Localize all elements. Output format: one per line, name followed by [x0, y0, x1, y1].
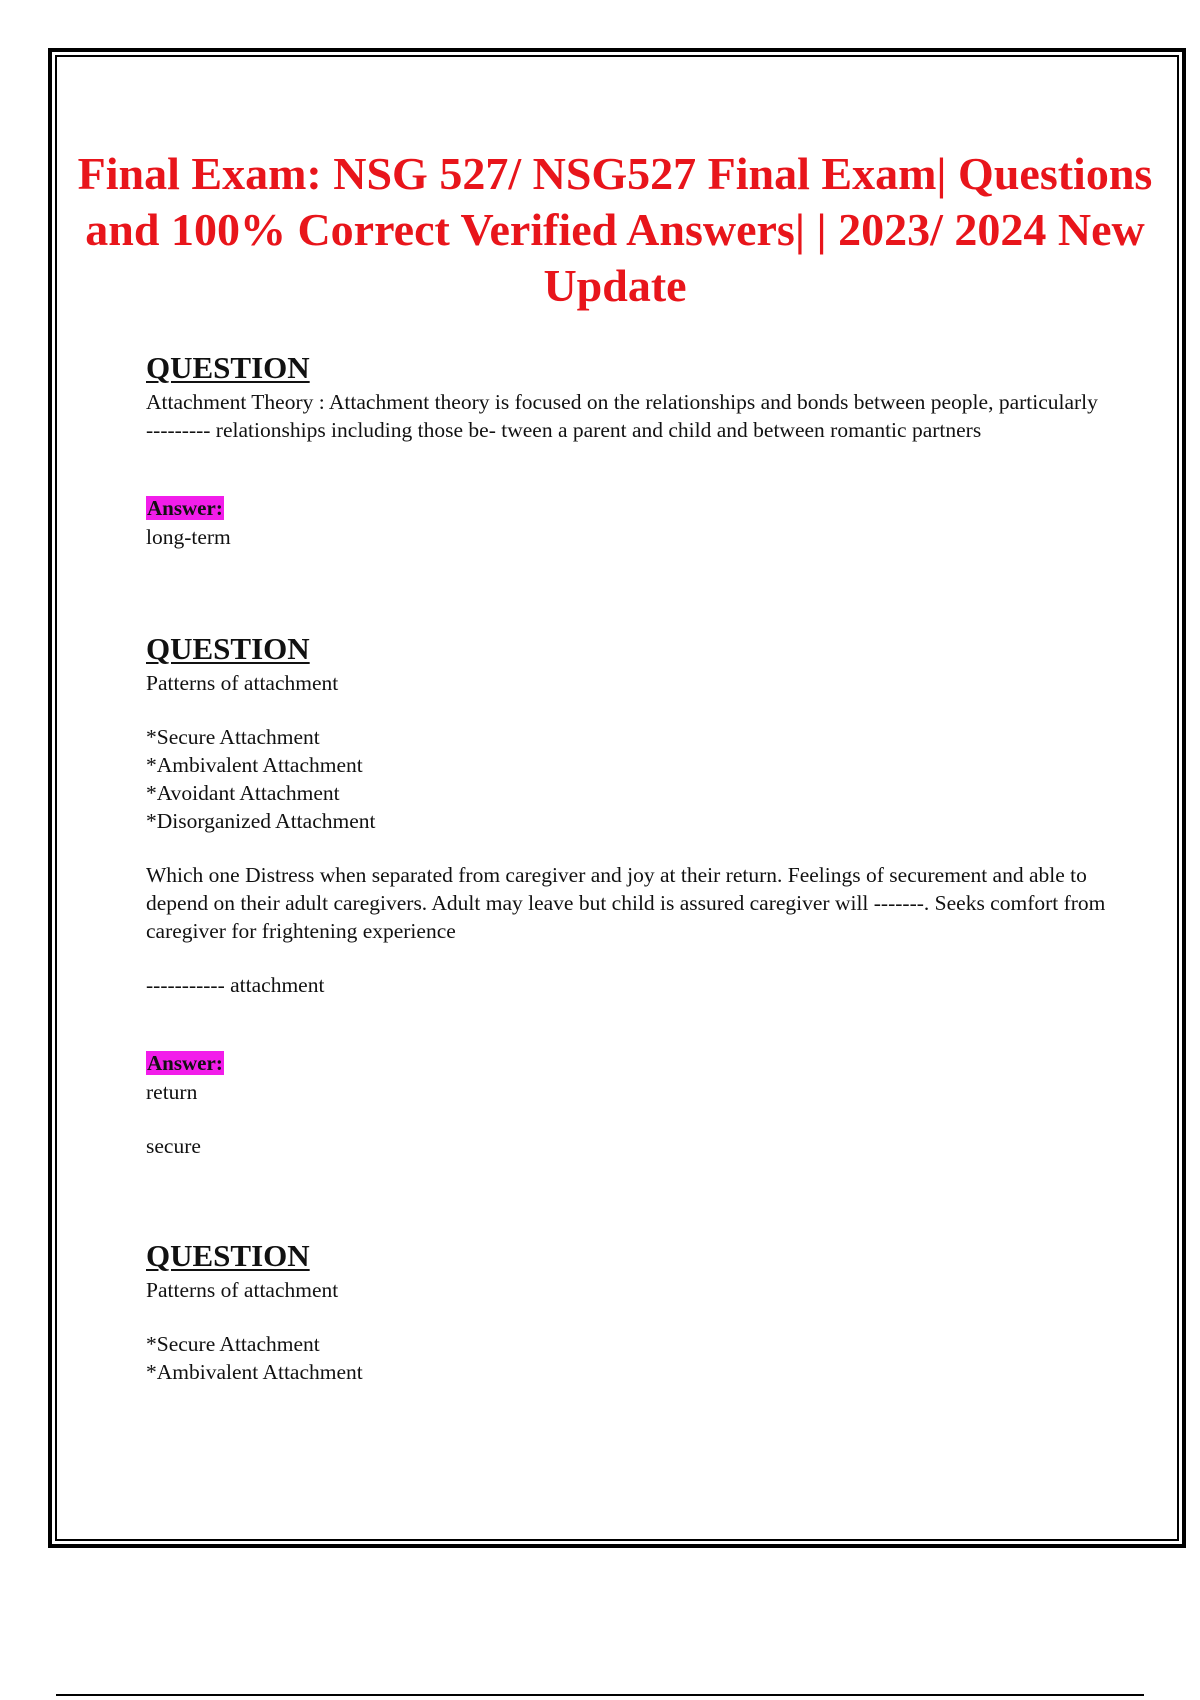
question-block-2	[146, 631, 1111, 1160]
list-item: *Disorganized Attachment	[146, 809, 376, 833]
question-text: Which one Distress when separated from caregiver and joy at their return. Feelings of securement and able to depend on their adult caregivers. Adult may leave but child is assured caregiver will -------. Seeks comfort from caregiver for frightening experience	[146, 863, 1111, 943]
answer-text: return	[146, 1080, 198, 1104]
document-body	[146, 350, 1111, 1386]
list-item: *Secure Attachment	[146, 1332, 320, 1356]
question-blank: ----------- attachment	[146, 973, 325, 997]
list-item: *Ambivalent Attachment	[146, 1360, 363, 1384]
answer-label: Answer:	[147, 1051, 223, 1075]
list-item: *Ambivalent Attachment	[146, 753, 363, 777]
answer-text: secure	[146, 1134, 201, 1158]
answer-text: long-term	[146, 525, 231, 549]
question-text: Attachment Theory : Attachment theory is focused on the relationships and bonds between people, particularly --------- relationships including those be- tween a parent and child and between romantic partners	[146, 390, 1104, 442]
question-block-3	[146, 1240, 1106, 1386]
footer-divider	[56, 1694, 1144, 1696]
answer-label: Answer:	[147, 496, 223, 520]
question-heading: QUESTION	[146, 350, 310, 385]
answer-block	[146, 1051, 1106, 1160]
attachment-pattern-list	[146, 1330, 1106, 1386]
question-heading: QUESTION	[146, 631, 310, 666]
attachment-pattern-list	[146, 723, 1106, 835]
question-heading: QUESTION	[146, 1238, 310, 1273]
question-intro: Patterns of attachment	[146, 1278, 339, 1302]
list-item: *Secure Attachment	[146, 725, 320, 749]
list-item: *Avoidant Attachment	[146, 781, 340, 805]
question-block-1	[146, 352, 1106, 551]
answer-block	[146, 496, 1106, 551]
question-intro: Patterns of attachment	[146, 671, 339, 695]
document-title: Final Exam: NSG 527/ NSG527 Final Exam| Questions and 100% Correct Verified Answers| | 2023/ 2024 New Update	[77, 148, 1153, 311]
